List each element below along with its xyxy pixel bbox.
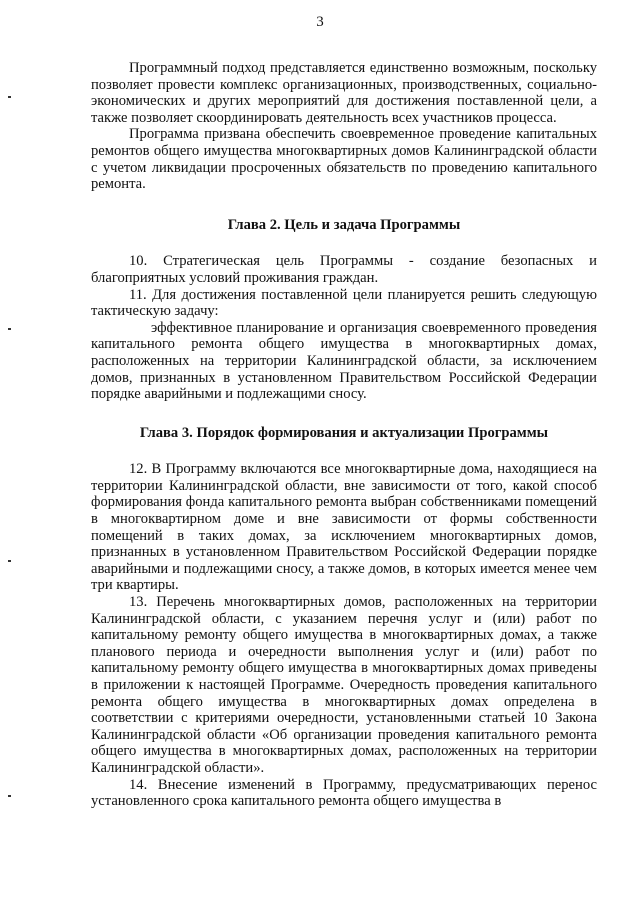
paragraph-11: 11. Для достижения поставленной цели планируется решить следующую тактическую задачу:: [91, 286, 597, 320]
paragraph-14: 14. Внесение изменений в Программу, предусматривающих перенос установленного срока капитального ремонта общего имущества в: [91, 776, 597, 810]
intro-paragraph-2: Программа призвана обеспечить своевременное проведение капитальных ремонтов общего имущества многоквартирных домов Калининградской области с учетом ликвидации просроченных обязательств по проведению капитального ремонта.: [91, 126, 597, 193]
chapter-2-title: Глава 2. Цель и задача Программы: [227, 216, 461, 233]
intro-paragraph-1: Программный подход представляется единственно возможным, поскольку позволяет провести комплекс организационных, производственных, социально-экономических и других мероприятий для достижения поставленной цели, а также позволяет скоординировать деятельность всех участников процесса.: [91, 60, 597, 126]
margin-mark: [8, 795, 11, 797]
paragraph-10: 10. Стратегическая цель Программы - создание безопасных и благоприятных условий проживания граждан.: [91, 253, 597, 286]
margin-mark: [8, 96, 11, 98]
paragraph-13: 13. Перечень многоквартирных домов, расположенных на территории Калининградской области, с указанием перечня услуг и (или) работ по капитальному ремонту общего имущества в многоквартирных домах, а также планового периода и очередности выполнения услуг и (или) работ по капитальному ремонту общего имущества в многоквартирных домах приведены в приложении к настоящей Программе. Очередность проведения капитального ремонта общего имущества в многоквартирных домах определена в соответствии с критериями очередности, установленными статьей 10 Закона Калининградской области «Об организации проведения капитального ремонта общего имущества в многоквартирных домах, расположенных на территории Калининградской области».: [91, 594, 597, 776]
paragraph-11-task: эффективное планирование и организация своевременного проведения капитального ремонта общего имущества в многоквартирных домах, расположенных на территории Калининградской области, за исключением домов, признанных в установленном Правительством Российской Федерации порядке аварийными и подлежащими сносу.: [91, 319, 597, 403]
margin-mark: [8, 328, 11, 330]
document-body: [91, 60, 597, 810]
chapter-3-title: Глава 3. Порядок формирования и актуализации Программы: [139, 424, 549, 441]
paragraph-12: 12. В Программу включаются все многоквартирные дома, находящиеся на территории Калининградской области, вне зависимости от того, какой способ формирования фонда капитального ремонта выбран собственниками помещений в многоквартирном доме и вне зависимости от формы собственности помещений в таких домах, за исключением многоквартирных домов, признанных в установленном Правительством Российской Федерации порядке аварийными и подлежащими сносу, а также домов, в которых имеется менее чем три квартиры.: [91, 461, 597, 594]
margin-mark: [8, 560, 11, 562]
page-number: 3: [316, 14, 324, 30]
